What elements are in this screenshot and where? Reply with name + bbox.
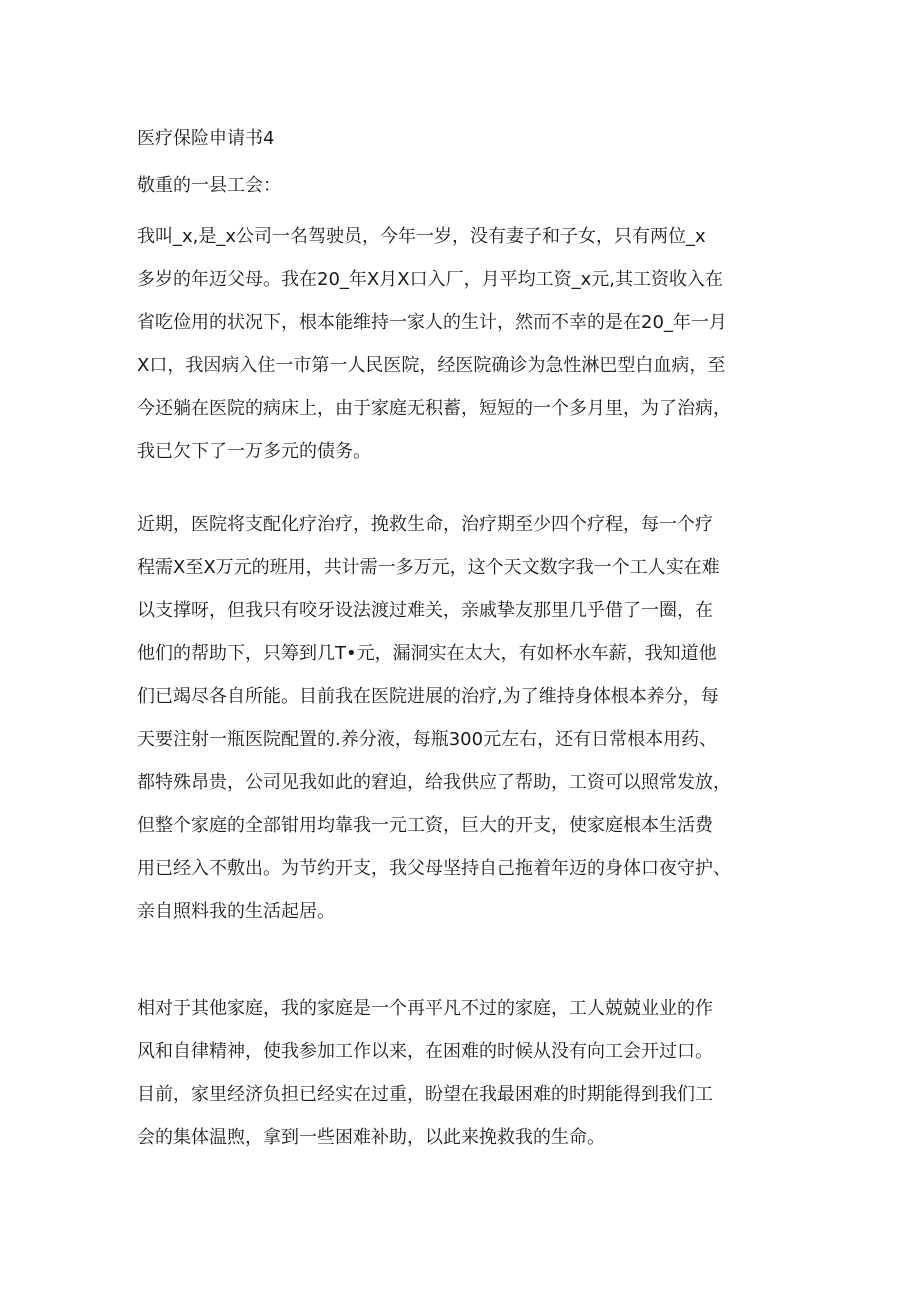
paragraph-line: 亲自照料我的生活起居。 — [137, 901, 335, 922]
paragraph-line: 程需X至X万元的班用，共计需一多万元，这个天文数字我一个工人实在难 — [137, 557, 720, 578]
paragraph-line: 目前，家里经济负担已经实在过重，盼望在我最困难的时期能得到我们工 — [137, 1084, 713, 1105]
paragraph-line: 相对于其他家庭，我的家庭是一个再平凡不过的家庭，工人兢兢业业的作 — [137, 998, 713, 1019]
paragraph-line: 近期，医院将支配化疗治疗，挽救生命，治疗期至少四个疗程，每一个疗 — [137, 514, 713, 535]
paragraph-line: 我已欠下了一万多元的债务。 — [137, 441, 371, 462]
paragraph-line: X口，我因病入住一市第一人民医院，经医院确诊为急性淋巴型白血病，至 — [137, 355, 726, 376]
paragraph-line: 风和自律精神，使我参加工作以来，在困难的时候从没有向工会开过口。 — [137, 1041, 713, 1062]
paragraph-line: 省吃俭用的状况下，根本能维持一家人的生计，然而不幸的是在20_年一月 — [137, 312, 727, 333]
paragraph-line: 用已经入不敷出。为节约开支，我父母坚持自己拖着年迈的身体口夜守护、 — [137, 858, 731, 879]
paragraph-line: 以支撑呀，但我只有咬牙设法渡过难关，亲戚挚友那里几乎借了一圈，在 — [137, 600, 713, 621]
paragraph-line: 天要注射一瓶医院配置的.养分液，每瓶300元左右，还有日常根本用药、 — [137, 729, 718, 750]
paragraph-line: 多岁的年迈父母。我在20_年X月X口入厂，月平均工资_x元,其工资收入在 — [137, 269, 723, 290]
paragraph-3 — [137, 987, 797, 1159]
paragraph-line: 他们的帮助下，只筹到几T•元，漏洞实在太大，有如杯水车薪，我知道他 — [137, 643, 717, 664]
paragraph-2 — [137, 503, 797, 933]
paragraph-line: 会的集体温煦，拿到一些困难补助，以此来挽救我的生命。 — [137, 1127, 605, 1148]
paragraph-line: 但整个家庭的全部钳用均靠我一元工资，巨大的开支，使家庭根本生活费 — [137, 815, 713, 836]
salutation: 敬重的一县工会： — [137, 175, 281, 196]
paragraph-line: 我叫_x,是_x公司一名驾驶员，今年一岁，没有妻子和子女，只有两位_x — [137, 226, 706, 247]
paragraph-line: 今还躺在医院的病床上，由于家庭无积蓄，短短的一个多月里，为了治病， — [137, 398, 731, 419]
document-title: 医疗保险申请书4 — [137, 128, 275, 149]
paragraph-line: 们已竭尽各自所能。目前我在医院进展的治疗,为了维持身体根本养分，每 — [137, 686, 719, 707]
paragraph-line: 都特殊昂贵，公司见我如此的窘迫，给我供应了帮助，工资可以照常发放， — [137, 772, 731, 793]
paragraph-1 — [137, 215, 797, 473]
